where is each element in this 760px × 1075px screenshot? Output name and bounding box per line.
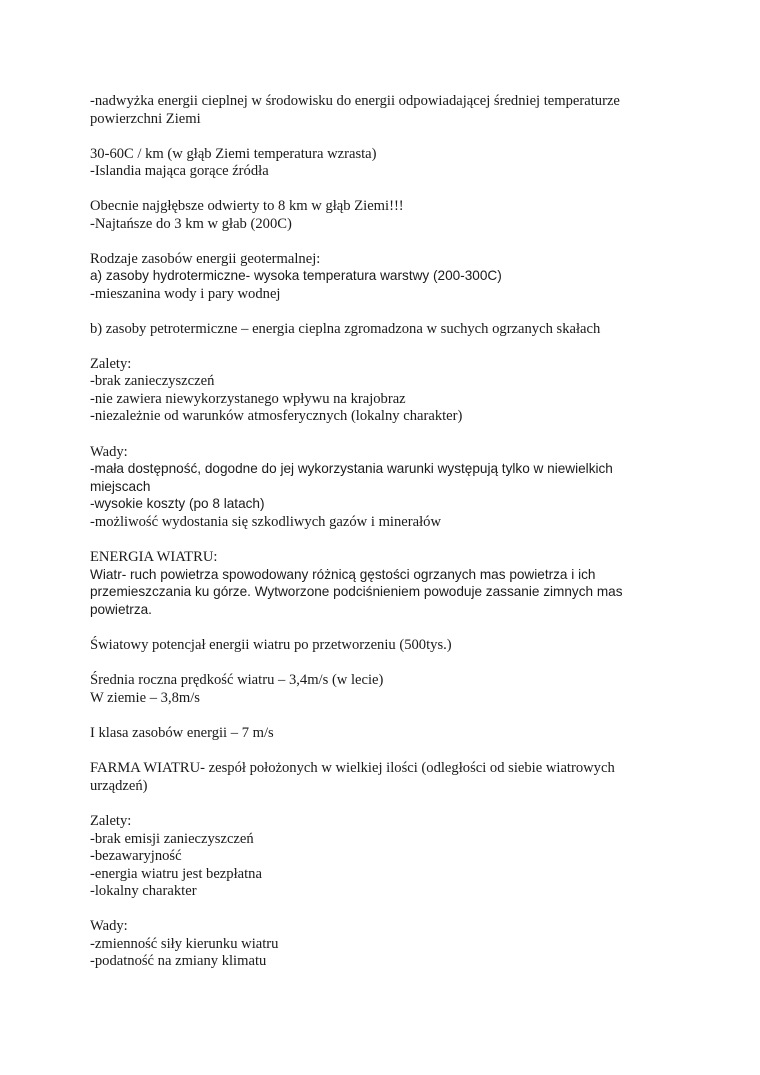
text-line: powierzchni Ziemi bbox=[90, 111, 201, 127]
text-line: W ziemie – 3,8m/s bbox=[90, 690, 200, 706]
text-line: -nadwyżka energii cieplnej w środowisku do energii odpowiadającej średniej temperaturze bbox=[90, 93, 620, 109]
text-line: I klasa zasobów energii – 7 m/s bbox=[90, 725, 274, 741]
text-line: -energia wiatru jest bezpłatna bbox=[90, 866, 262, 882]
text-line: przemieszczania ku górze. Wytworzone podciśnieniem powoduje zassanie zimnych mas bbox=[90, 584, 623, 599]
text-line: Średnia roczna prędkość wiatru – 3,4m/s (w lecie) bbox=[90, 672, 384, 688]
text-line: -Najtańsze do 3 km w głab (200C) bbox=[90, 216, 292, 232]
text-line: 30-60C / km (w głąb Ziemi temperatura wzrasta) bbox=[90, 146, 377, 162]
text-line: -możliwość wydostania się szkodliwych gazów i minerałów bbox=[90, 514, 441, 530]
text-line: -mała dostępność, dogodne do jej wykorzystania warunki występują tylko w niewielkich bbox=[90, 461, 613, 476]
text-line: -brak emisji zanieczyszczeń bbox=[90, 831, 254, 847]
text-line: -mieszanina wody i pary wodnej bbox=[90, 286, 281, 302]
text-line: Obecnie najgłębsze odwierty to 8 km w głąb Ziemi!!! bbox=[90, 198, 404, 214]
text-line: Wiatr- ruch powietrza spowodowany różnicą gęstości ogrzanych mas powietrza i ich bbox=[90, 567, 596, 582]
section-heading: Rodzaje zasobów energii geotermalnej: bbox=[90, 251, 321, 267]
text-line: -lokalny charakter bbox=[90, 883, 197, 899]
text-line: -nie zawiera niewykorzystanego wpływu na krajobraz bbox=[90, 391, 406, 407]
text-line: -zmienność siły kierunku wiatru bbox=[90, 936, 279, 952]
section-heading: Wady: bbox=[90, 444, 128, 460]
text-line: b) zasoby petrotermiczne – energia cieplna zgromadzona w suchych ogrzanych skałach bbox=[90, 321, 601, 337]
text-line: -bezawaryjność bbox=[90, 848, 182, 864]
text-line: -podatność na zmiany klimatu bbox=[90, 953, 267, 969]
section-heading: Zalety: bbox=[90, 813, 132, 829]
section-heading: Zalety: bbox=[90, 356, 132, 372]
section-heading: FARMA WIATRU- zespół położonych w wielkiej ilości (odległości od siebie wiatrowych bbox=[90, 760, 615, 776]
text-line: Światowy potencjał energii wiatru po przetworzeniu (500tys.) bbox=[90, 637, 452, 653]
section-heading: ENERGIA WIATRU: bbox=[90, 549, 218, 565]
text-line: urządzeń) bbox=[90, 778, 148, 794]
section-heading: Wady: bbox=[90, 918, 128, 934]
text-line: -brak zanieczyszczeń bbox=[90, 373, 215, 389]
text-line: -Islandia mająca gorące źródła bbox=[90, 163, 269, 179]
text-line: -niezależnie od warunków atmosferycznych (lokalny charakter) bbox=[90, 408, 463, 424]
text-line: powietrza. bbox=[90, 602, 152, 617]
text-line: miejscach bbox=[90, 479, 151, 494]
text-line: -wysokie koszty (po 8 latach) bbox=[90, 496, 265, 511]
text-line: a) zasoby hydrotermiczne- wysoka temperatura warstwy (200-300C) bbox=[90, 268, 502, 283]
